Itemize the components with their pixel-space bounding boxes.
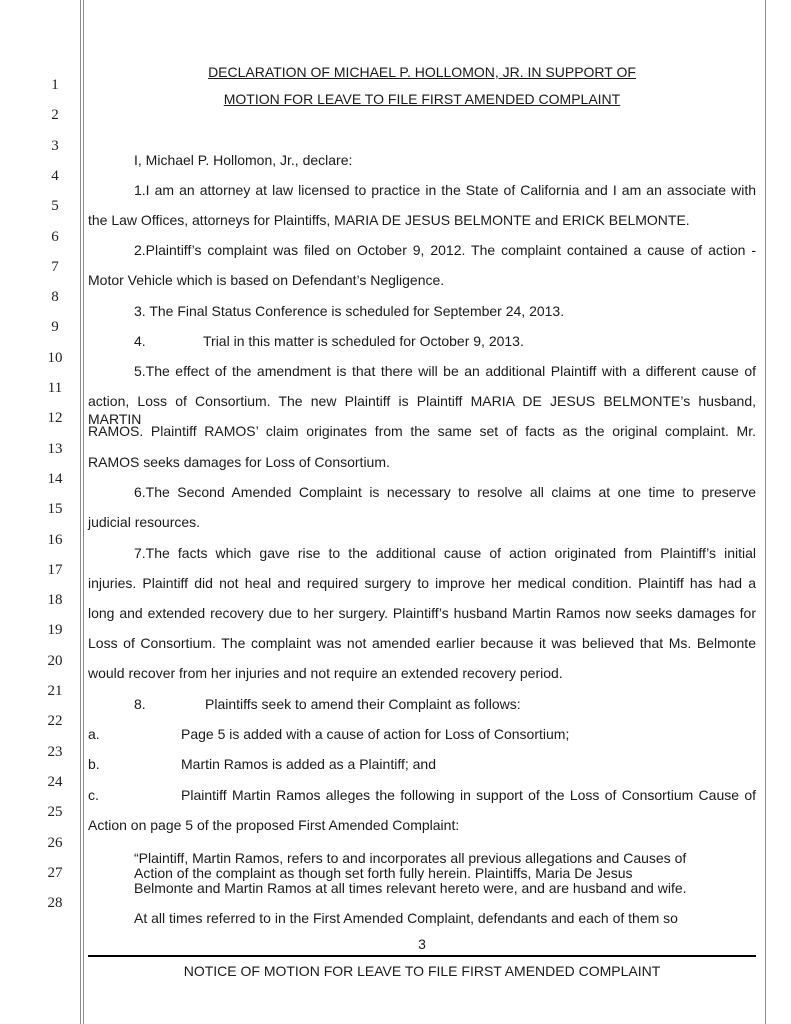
line-number: 4 xyxy=(51,167,59,184)
line-number: 18 xyxy=(47,592,63,609)
item-c-continuation: Action on page 5 of the proposed First Amended Complaint: xyxy=(88,817,460,833)
line-number: 16 xyxy=(47,531,63,548)
item-b-text: Martin Ramos is added as a Plaintiff; and xyxy=(181,756,436,772)
para-7-line-2: injuries. Plaintiff did not heal and required surgery to improve her medical condition. Plaintiff has had a xyxy=(88,575,756,591)
para-1-line-2: the Law Offices, attorneys for Plaintiffs, MARIA DE JESUS BELMONTE and ERICK BELMONTE. xyxy=(88,212,690,228)
line-number: 9 xyxy=(51,319,59,336)
line-number: 24 xyxy=(47,773,63,790)
para-1-line-1: 1.I am an attorney at law licensed to practice in the State of California and I am an associate with xyxy=(134,182,756,198)
line-number: 12 xyxy=(47,410,63,427)
line-number: 15 xyxy=(47,501,63,518)
para-6-line-1: 6.The Second Amended Complaint is necessary to resolve all claims at one time to preserve xyxy=(134,484,756,500)
line-number: 6 xyxy=(51,228,59,245)
line-number: 20 xyxy=(47,652,63,669)
para-6-line-2: judicial resources. xyxy=(88,514,201,530)
para-2-line-1: 2.Plaintiff’s complaint was filed on October 9, 2012. The complaint contained a cause of action - xyxy=(134,242,756,258)
left-margin-rule xyxy=(80,0,81,1024)
para-8-number: 8. xyxy=(134,696,146,712)
item-a-label: a. xyxy=(88,726,100,742)
item-a-text: Page 5 is added with a cause of action for Loss of Consortium; xyxy=(181,726,570,742)
line-number: 17 xyxy=(47,561,63,578)
para-8-text: Plaintiffs seek to amend their Complaint as follows: xyxy=(205,696,521,712)
para-5-line-3: RAMOS. Plaintiff RAMOS’ claim originates from the same set of facts as the original complaint. Mr. xyxy=(88,423,756,439)
footer-divider xyxy=(88,955,756,957)
para-7-line-3: long and extended recovery due to her surgery. Plaintiff’s husband Martin Ramos now seeks damages for xyxy=(88,605,756,621)
line-number: 26 xyxy=(47,834,63,851)
right-margin-rule xyxy=(765,0,766,1024)
title-line-1: DECLARATION OF MICHAEL P. HOLLOMON, JR. IN SUPPORT OF xyxy=(208,64,636,80)
item-c-text: Plaintiff Martin Ramos alleges the following in support of the Loss of Consortium Cause of xyxy=(181,787,756,803)
line-number: 13 xyxy=(47,440,63,457)
line-number: 23 xyxy=(47,743,63,760)
item-b-label: b. xyxy=(88,756,100,772)
quote-line-3: Belmonte and Martin Ramos at all times relevant hereto were, and are husband and wife. xyxy=(134,880,687,896)
line-number: 3 xyxy=(51,137,59,154)
line-number: 14 xyxy=(47,470,63,487)
line-number: 8 xyxy=(51,289,59,306)
footer-title: NOTICE OF MOTION FOR LEAVE TO FILE FIRST AMENDED COMPLAINT xyxy=(183,963,661,979)
line-number: 10 xyxy=(47,349,63,366)
quote-line-4: At all times referred to in the First Amended Complaint, defendants and each of them so xyxy=(134,910,678,926)
left-margin-rule-inner xyxy=(83,0,84,1024)
para-7-line-1: 7.The facts which gave rise to the additional cause of action originated from Plaintiff’s initial xyxy=(134,545,756,561)
line-number: 19 xyxy=(47,622,63,639)
line-number: 5 xyxy=(51,198,59,215)
line-number: 21 xyxy=(47,683,63,699)
para-4-text: Trial in this matter is scheduled for October 9, 2013. xyxy=(203,333,524,349)
para-3: 3. The Final Status Conference is scheduled for September 24, 2013. xyxy=(134,303,565,319)
line-number: 25 xyxy=(47,804,63,821)
line-number: 22 xyxy=(47,713,63,730)
quote-line-1: “Plaintiff, Martin Ramos, refers to and incorporates all previous allegations and Causes of xyxy=(134,850,687,866)
page-number: 3 xyxy=(418,936,426,952)
para-5-line-1: 5.The effect of the amendment is that there will be an additional Plaintiff with a different cause of xyxy=(134,363,756,379)
para-4-number: 4. xyxy=(134,333,146,349)
line-number: 1 xyxy=(51,77,59,93)
line-number: 11 xyxy=(47,380,63,396)
item-c-label: c. xyxy=(88,787,99,803)
title-line-2: MOTION FOR LEAVE TO FILE FIRST AMENDED COMPLAINT xyxy=(223,91,621,107)
para-2-line-2: Motor Vehicle which is based on Defendant’s Negligence. xyxy=(88,272,445,288)
line-number: 27 xyxy=(47,864,63,881)
intro-line: I, Michael P. Hollomon, Jr., declare: xyxy=(134,152,353,168)
para-7-line-4: Loss of Consortium. The complaint was not amended earlier because it was believed that Ms. Belmonte xyxy=(88,635,756,651)
quote-line-2: Action of the complaint as though set forth fully herein. Plaintiffs, Maria De Jesus xyxy=(134,865,633,881)
para-5-line-2: action, Loss of Consortium. The new Plaintiff is Plaintiff MARIA DE JESUS BELMONTE’s husband, MARTIN xyxy=(88,393,756,427)
line-number: 7 xyxy=(51,258,59,275)
para-5-line-4: RAMOS seeks damages for Loss of Consortium. xyxy=(88,454,390,470)
para-7-line-5: would recover from her injuries and not require an extended recovery period. xyxy=(88,665,563,681)
line-number: 28 xyxy=(47,895,63,912)
line-number: 2 xyxy=(51,107,59,124)
